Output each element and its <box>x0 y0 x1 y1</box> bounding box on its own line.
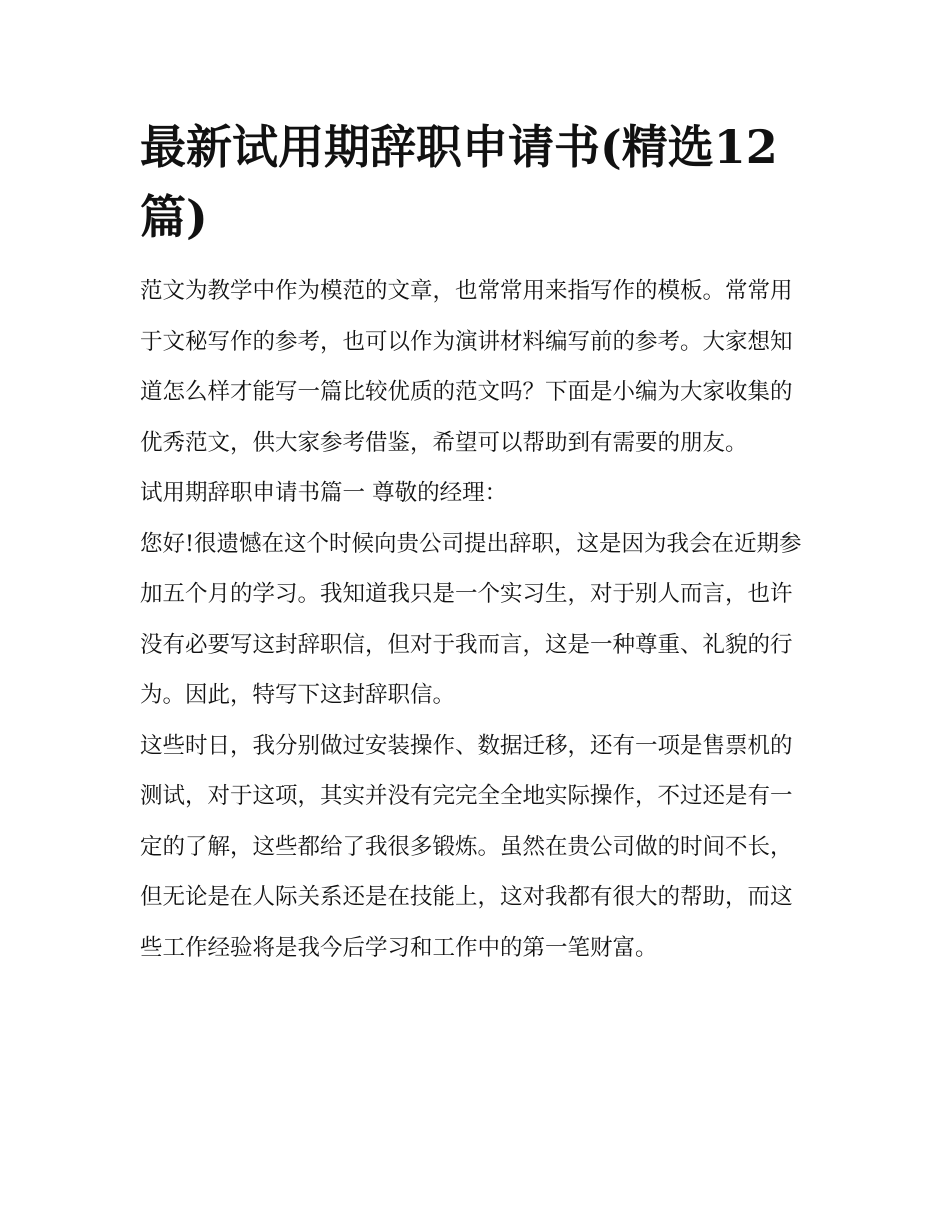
body-paragraph: 您好!很遗憾在这个时候向贵公司提出辞职，这是因为我会在近期参加五个月的学习。我知道我只是一个实习生，对于别人而言，也许没有必要写这封辞职信，但对于我而言，这是一种尊重、礼貌的行为。因此，特写下这封辞职信。 <box>140 530 802 708</box>
document-body <box>140 266 814 973</box>
document-title: 最新试用期辞职申请书(精选12篇) <box>140 120 778 244</box>
body-paragraph: 这些时日，我分别做过安装操作、数据迁移，还有一项是售票机的测试，对于这项，其实并没有完完全全地实际操作，不过还是有一定的了解，这些都给了我很多锻炼。虽然在贵公司做的时间不长，但无论是在人际关系还是在技能上，这对我都有很大的帮助，而这些工作经验将是我今后学习和工作中的第一笔财富。 <box>140 732 793 961</box>
intro-paragraph: 范文为教学中作为模范的文章，也常常用来指写作的模板。常常用于文秘写作的参考，也可以作为演讲材料编写前的参考。大家想知道怎么样才能写一篇比较优质的范文吗？下面是小编为大家收集的优秀范文，供大家参考借鉴，希望可以帮助到有需要的朋友。 <box>140 278 793 456</box>
section-heading-salutation: 试用期辞职申请书篇一 尊敬的经理： <box>140 480 508 506</box>
document-content <box>140 112 814 973</box>
